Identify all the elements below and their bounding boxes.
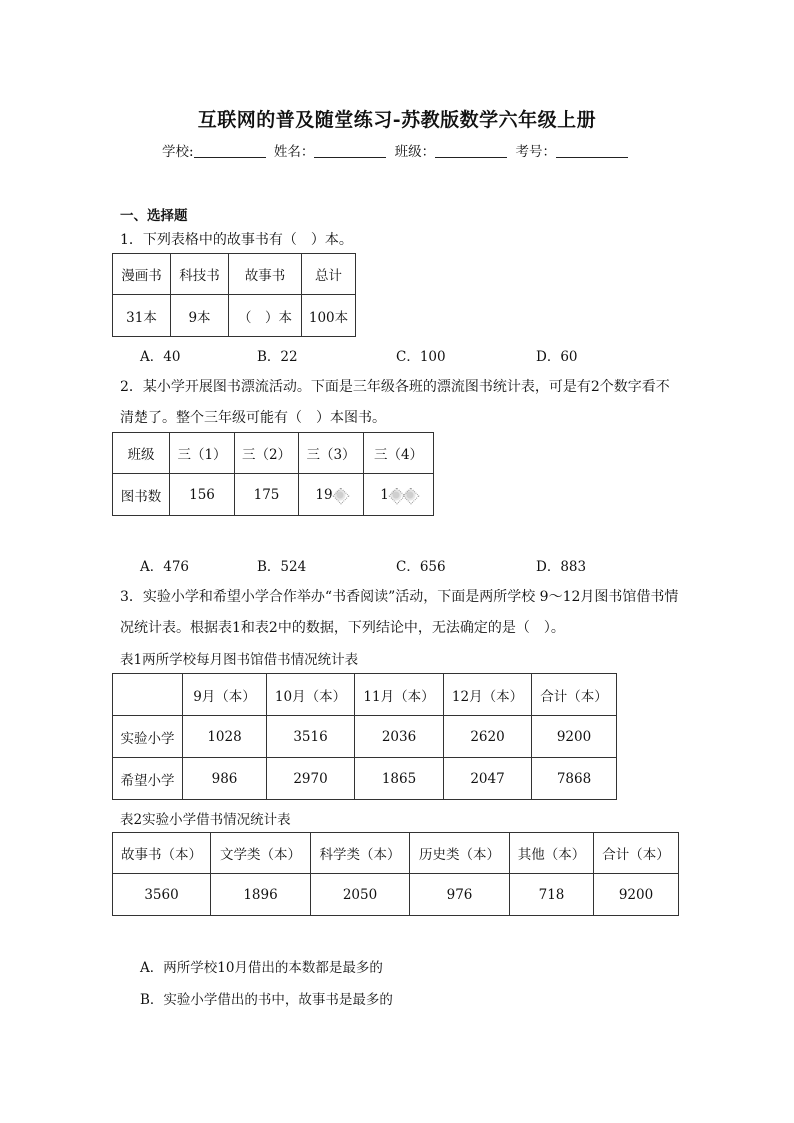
- q1-option-c[interactable]: C．100: [396, 349, 446, 365]
- question-1-table: [112, 253, 356, 337]
- q2-value-class3-text: 19: [315, 486, 333, 503]
- q1-option-b[interactable]: B．22: [257, 349, 298, 365]
- q2-header-class4: 三（4）: [364, 433, 434, 474]
- table-row: [113, 716, 617, 758]
- q2-option-b[interactable]: B．524: [257, 559, 307, 575]
- t1-r1-oct: 3516: [267, 716, 355, 758]
- q2-option-d[interactable]: D．883: [536, 559, 587, 575]
- name-label: 姓名：: [273, 144, 315, 160]
- q1-header-total: 总计: [302, 254, 356, 295]
- t1-r1-nov: 2036: [355, 716, 444, 758]
- question-3-line1: 3．实验小学和希望小学合作举办“书香阅读”活动，下面是两所学校 9～12月图书馆借书情: [120, 589, 679, 605]
- question-2-table: [112, 432, 434, 516]
- t2-value-literature: 1896: [211, 874, 311, 916]
- table-row: [113, 758, 617, 800]
- t1-r1-sep: 1028: [183, 716, 267, 758]
- q2-option-a[interactable]: A．476: [140, 559, 190, 575]
- q2-value-class4-text: 1: [380, 486, 389, 503]
- school-label: 学校:: [162, 144, 194, 160]
- t1-header-nov: 11月（本）: [355, 674, 444, 716]
- t2-header-history: 历史类（本）: [410, 833, 510, 874]
- table1-caption: 表1两所学校每月图书馆借书情况统计表: [120, 652, 359, 668]
- t1-r1-dec: 2620: [444, 716, 532, 758]
- smudge-icon: [333, 488, 347, 502]
- q2-header-class3: 三（3）: [299, 433, 364, 474]
- school-blank[interactable]: [194, 144, 266, 158]
- student-info-line: [0, 140, 794, 160]
- class-blank[interactable]: [435, 144, 507, 158]
- t2-value-total: 9200: [594, 874, 679, 916]
- t2-value-science: 2050: [311, 874, 410, 916]
- question-3-table2: [112, 832, 679, 916]
- t2-value-story: 3560: [113, 874, 211, 916]
- t1-header-oct: 10月（本）: [267, 674, 355, 716]
- section-heading: 一、选择题: [120, 208, 188, 224]
- q2-header-class2: 三（2）: [235, 433, 299, 474]
- t2-header-story: 故事书（本）: [113, 833, 211, 874]
- q1-value-story: （ ）本: [229, 295, 302, 337]
- q1-option-a[interactable]: A．40: [140, 349, 181, 365]
- t2-header-literature: 文学类（本）: [211, 833, 311, 874]
- t2-header-other: 其他（本）: [510, 833, 594, 874]
- q1-header-comics: 漫画书: [113, 254, 171, 295]
- table-row: [113, 874, 679, 916]
- q1-header-story: 故事书: [229, 254, 302, 295]
- t1-r2-total: 7868: [532, 758, 617, 800]
- t1-header-blank: [113, 674, 183, 716]
- t1-r2-nov: 1865: [355, 758, 444, 800]
- q2-value-class4: [364, 474, 434, 516]
- t1-header-total: 合计（本）: [532, 674, 617, 716]
- t1-r2-sep: 986: [183, 758, 267, 800]
- name-blank[interactable]: [314, 144, 386, 158]
- question-1-text: 1．下列表格中的故事书有（ ）本。: [120, 232, 353, 248]
- q2-value-class3: [299, 474, 364, 516]
- q2-option-c[interactable]: C．656: [396, 559, 446, 575]
- question-3-table1: [112, 673, 617, 800]
- q2-value-class1: 156: [170, 474, 235, 516]
- q2-value-class2: 175: [235, 474, 299, 516]
- page-title: 互联网的普及随堂练习-苏教版数学六年级上册: [197, 109, 597, 131]
- question-3-line2: 况统计表。根据表1和表2中的数据，下列结论中，无法确定的是（ ）。: [120, 620, 565, 636]
- smudge-icon: [389, 488, 403, 502]
- q2-header-class: 班级: [113, 433, 170, 474]
- q1-value-total: 100本: [302, 295, 356, 337]
- t1-r2-oct: 2970: [267, 758, 355, 800]
- t2-header-science: 科学类（本）: [311, 833, 410, 874]
- t1-r1-school: 实验小学: [113, 716, 183, 758]
- q2-header-class1: 三（1）: [170, 433, 235, 474]
- exam-label: 考号：: [515, 144, 556, 160]
- t2-value-history: 976: [410, 874, 510, 916]
- table2-caption: 表2实验小学借书情况统计表: [120, 812, 291, 828]
- t1-r2-dec: 2047: [444, 758, 532, 800]
- exam-blank[interactable]: [556, 144, 628, 158]
- q1-option-d[interactable]: D．60: [536, 349, 578, 365]
- q1-header-science: 科技书: [171, 254, 229, 295]
- q3-option-a[interactable]: A．两所学校10月借出的本数都是最多的: [140, 960, 383, 976]
- t1-r2-school: 希望小学: [113, 758, 183, 800]
- question-2-line2: 清楚了。整个三年级可能有（ ）本图书。: [120, 410, 386, 426]
- q1-value-comics: 31本: [113, 295, 171, 337]
- q1-value-science: 9本: [171, 295, 229, 337]
- t2-value-other: 718: [510, 874, 594, 916]
- q2-row-label: 图书数: [113, 474, 170, 516]
- t1-header-dec: 12月（本）: [444, 674, 532, 716]
- t2-header-total: 合计（本）: [594, 833, 679, 874]
- t1-header-sep: 9月（本）: [183, 674, 267, 716]
- q3-option-b[interactable]: B．实验小学借出的书中，故事书是最多的: [140, 992, 393, 1008]
- t1-r1-total: 9200: [532, 716, 617, 758]
- smudge-icon: [403, 488, 417, 502]
- question-2-line1: 2．某小学开展图书漂流活动。下面是三年级各班的漂流图书统计表，可是有2个数字看不: [120, 379, 670, 395]
- class-label: 班级：: [394, 144, 436, 160]
